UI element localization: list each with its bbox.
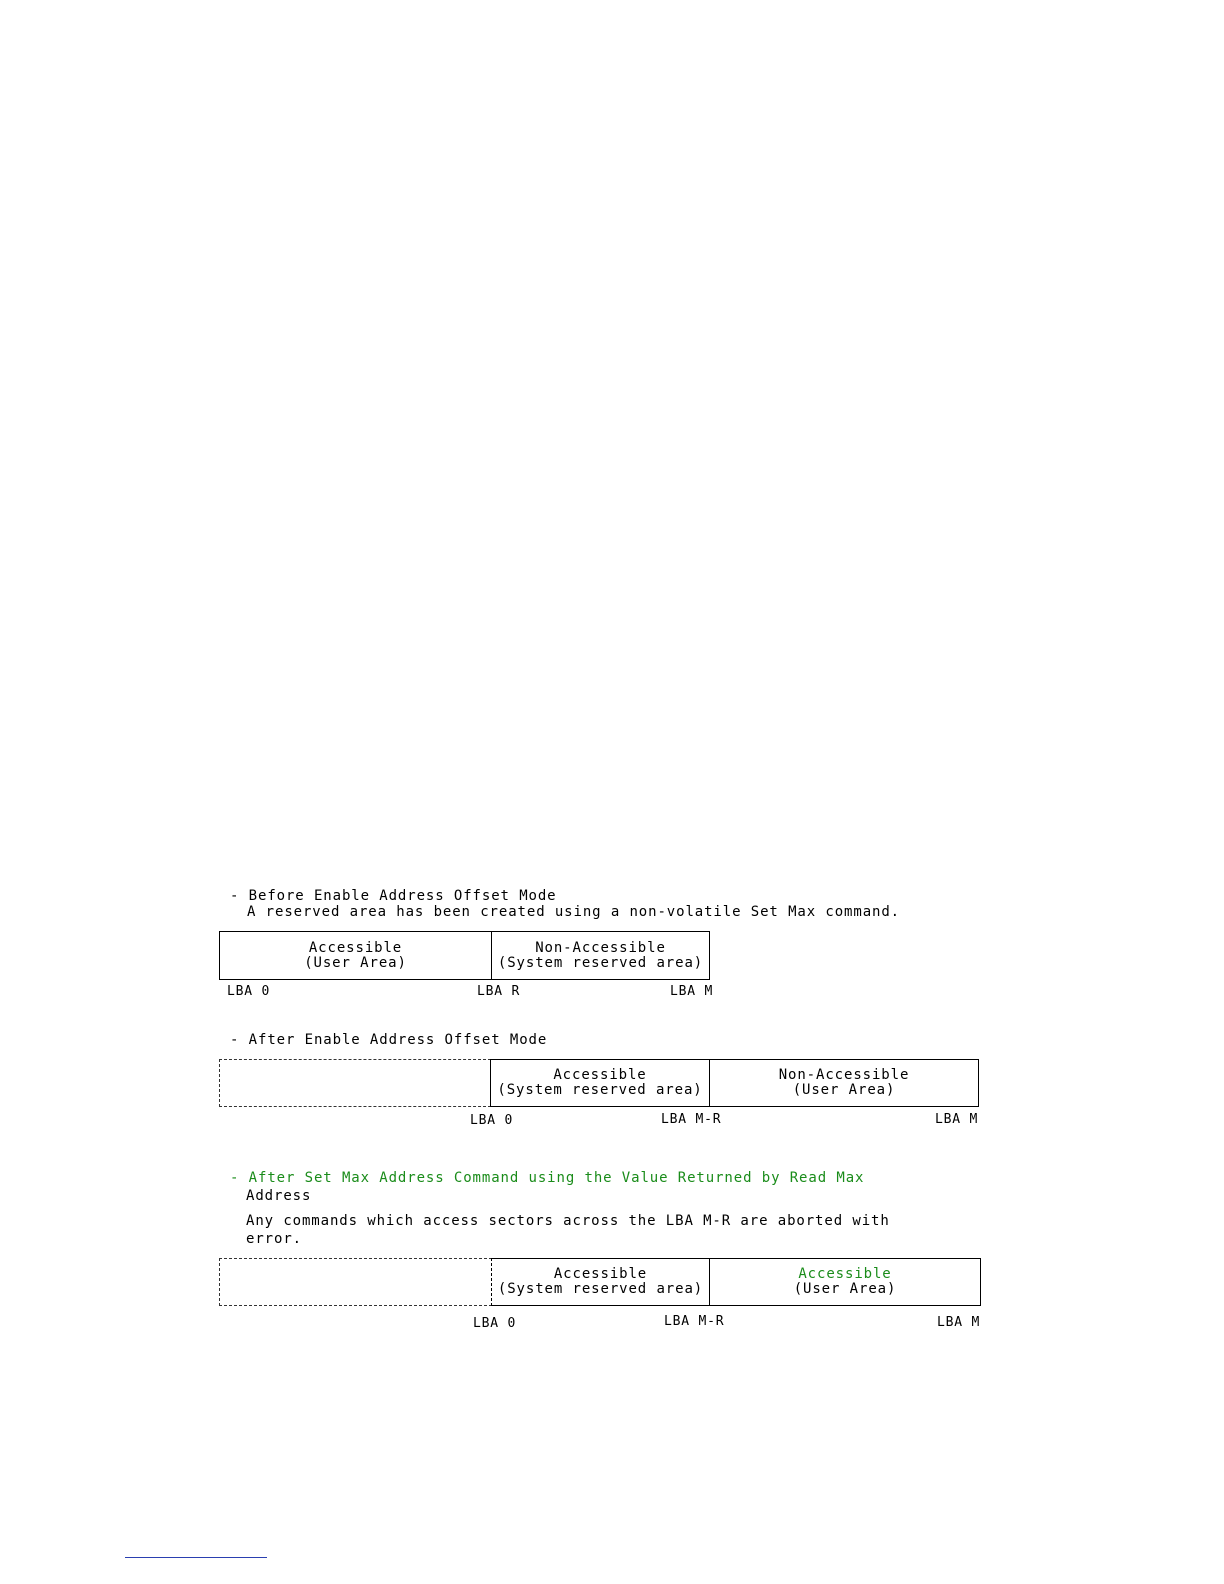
section2-accessible-system-area bbox=[491, 1060, 709, 1106]
section3-bar bbox=[491, 1258, 981, 1306]
label-lba-m-r: LBA M-R bbox=[664, 1314, 725, 1329]
label-lba-m: LBA M bbox=[670, 984, 714, 999]
section2-title: - After Enable Address Offset Mode bbox=[230, 1032, 548, 1048]
section1-accessible-user-area bbox=[220, 932, 491, 979]
segment-label: Non-Accessible bbox=[778, 1067, 910, 1083]
section1-title: - Before Enable Address Offset Mode bbox=[230, 888, 557, 904]
section1-bar bbox=[219, 931, 710, 980]
section2-non-accessible-user-area bbox=[709, 1060, 978, 1106]
label-lba-0: LBA 0 bbox=[470, 1113, 514, 1128]
section1-subtitle: A reserved area has been created using a non-volatile Set Max command. bbox=[247, 904, 901, 920]
segment-sublabel: (System reserved area) bbox=[497, 1082, 703, 1098]
label-lba-0: LBA 0 bbox=[473, 1316, 517, 1331]
section2-offset-region bbox=[219, 1059, 491, 1107]
label-lba-m-r: LBA M-R bbox=[661, 1112, 722, 1127]
label-lba-m: LBA M bbox=[935, 1112, 979, 1127]
segment-label: Accessible bbox=[553, 1266, 648, 1282]
section3-accessible-system-area bbox=[492, 1259, 709, 1305]
segment-label: Non-Accessible bbox=[535, 939, 666, 956]
section3-note: Any commands which access sectors across the LBA M-R are aborted with bbox=[246, 1213, 890, 1229]
segment-label: Accessible bbox=[553, 1067, 647, 1083]
section3-accessible-user-area bbox=[709, 1259, 980, 1305]
segment-label: Accessible bbox=[798, 1266, 892, 1282]
label-lba-r: LBA R bbox=[477, 984, 521, 999]
section3-title: - After Set Max Address Command using the Value Returned by Read Max bbox=[230, 1170, 865, 1186]
section3-offset-region bbox=[219, 1258, 492, 1306]
section3-title-continued: Address bbox=[246, 1188, 312, 1204]
segment-sublabel: (User Area) bbox=[792, 1082, 896, 1098]
section1-non-accessible-system-area bbox=[491, 932, 709, 979]
label-lba-m: LBA M bbox=[937, 1315, 981, 1330]
label-lba-0: LBA 0 bbox=[227, 984, 271, 999]
segment-sublabel: (User Area) bbox=[304, 954, 407, 971]
segment-sublabel: (System reserved area) bbox=[497, 954, 704, 971]
segment-label: Accessible bbox=[308, 939, 403, 956]
segment-sublabel: (System reserved area) bbox=[497, 1281, 704, 1297]
section2-bar bbox=[490, 1059, 979, 1107]
section3-note-continued: error. bbox=[246, 1231, 302, 1247]
segment-sublabel: (User Area) bbox=[793, 1281, 897, 1297]
footnote-separator bbox=[125, 1557, 267, 1558]
